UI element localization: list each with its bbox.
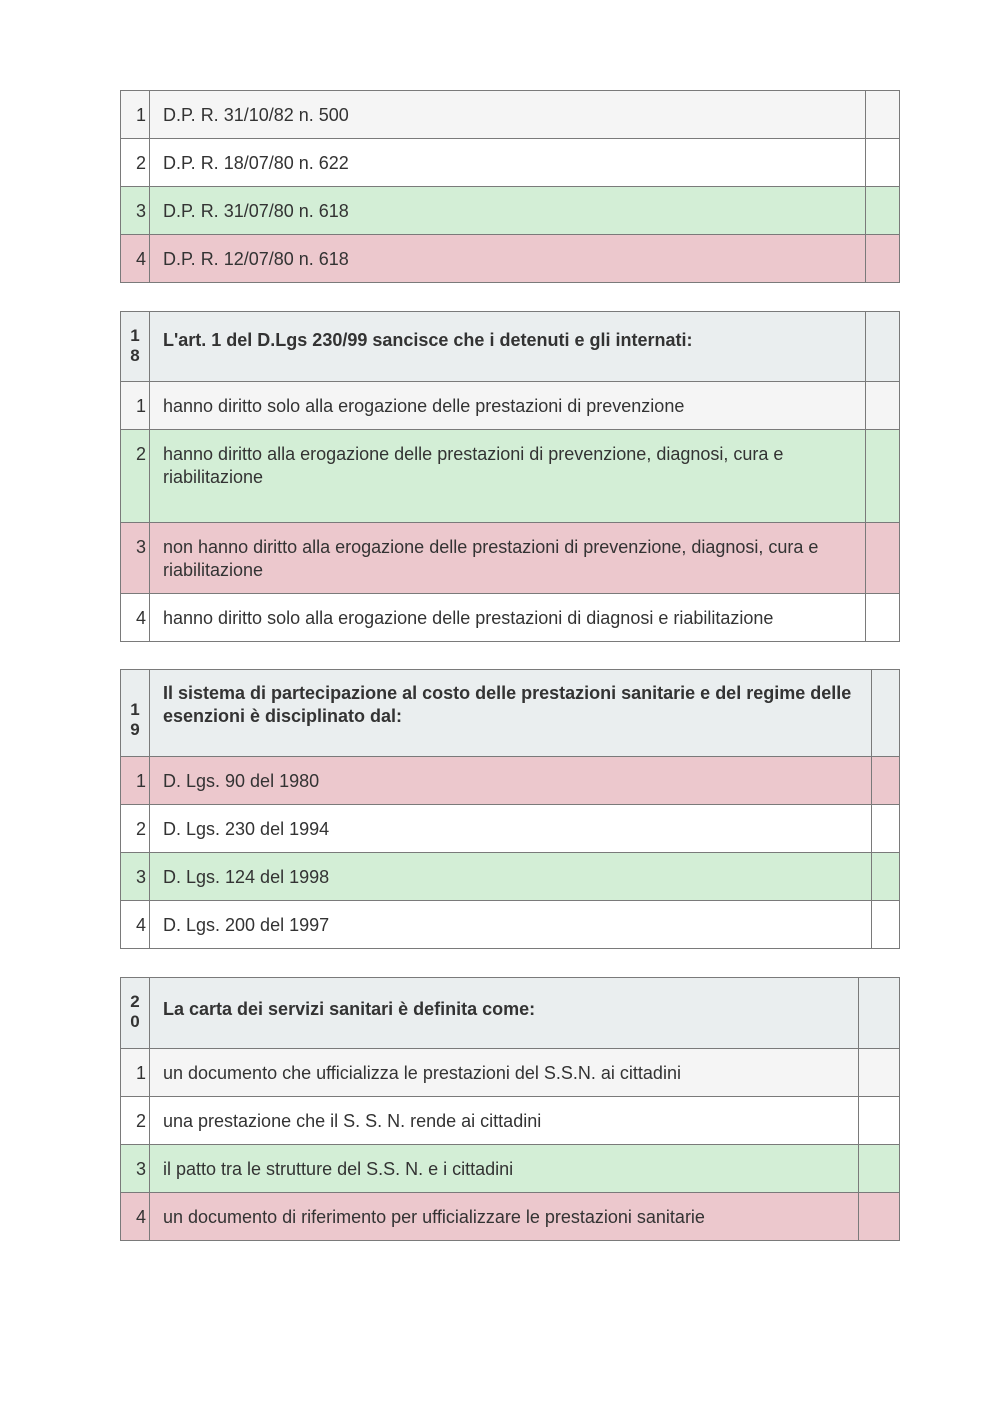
answer-mark-cell <box>859 1097 900 1145</box>
answer-number: 2 <box>121 139 150 187</box>
answer-text: hanno diritto solo alla erogazione delle prestazioni di diagnosi e riabilitazione <box>150 594 866 642</box>
answer-text: D.P. R. 18/07/80 n. 622 <box>150 139 866 187</box>
answer-mark-cell <box>866 91 900 139</box>
answer-row-correct[interactable] <box>121 430 900 523</box>
answer-number: 3 <box>121 523 150 594</box>
question-number: 1 9 <box>121 670 150 757</box>
answer-text: D.P. R. 31/07/80 n. 618 <box>150 187 866 235</box>
answer-number: 2 <box>121 1097 150 1145</box>
answer-mark-cell <box>866 187 900 235</box>
answer-text: un documento di riferimento per ufficializzare le prestazioni sanitarie <box>150 1193 859 1241</box>
answer-row-correct[interactable] <box>121 187 900 235</box>
answer-number: 4 <box>121 235 150 283</box>
question-block-19 <box>120 669 900 949</box>
question-row <box>121 978 900 1049</box>
answer-number: 4 <box>121 901 150 949</box>
answer-mark-cell <box>866 523 900 594</box>
question-number: 2 0 <box>121 978 150 1049</box>
answer-text: D. Lgs. 124 del 1998 <box>150 853 872 901</box>
answer-number: 4 <box>121 594 150 642</box>
question-block-18 <box>120 311 900 642</box>
answer-mark-cell <box>866 382 900 430</box>
answer-row-wrong[interactable] <box>121 235 900 283</box>
answer-mark-cell <box>872 757 900 805</box>
answer-number: 4 <box>121 1193 150 1241</box>
answer-text: D.P. R. 31/10/82 n. 500 <box>150 91 866 139</box>
answer-mark-cell <box>872 901 900 949</box>
answer-row-wrong[interactable] <box>121 523 900 594</box>
question-mark-cell <box>866 312 900 382</box>
answer-number: 1 <box>121 757 150 805</box>
answer-number: 1 <box>121 1049 150 1097</box>
question-row <box>121 670 900 757</box>
answer-mark-cell <box>859 1193 900 1241</box>
answer-mark-cell <box>859 1145 900 1193</box>
answer-row[interactable] <box>121 901 900 949</box>
answer-text: hanno diritto alla erogazione delle prestazioni di prevenzione, diagnosi, cura e riabilitazione <box>150 430 866 523</box>
answer-mark-cell <box>859 1049 900 1097</box>
question-text: L'art. 1 del D.Lgs 230/99 sancisce che i detenuti e gli internati: <box>150 312 866 382</box>
question-text: La carta dei servizi sanitari è definita come: <box>150 978 859 1049</box>
answer-text: il patto tra le strutture del S.S. N. e i cittadini <box>150 1145 859 1193</box>
answer-number: 2 <box>121 805 150 853</box>
answer-text: un documento che ufficializza le prestazioni del S.S.N. ai cittadini <box>150 1049 859 1097</box>
answer-mark-cell <box>866 430 900 523</box>
question-block-17-answers <box>120 90 900 283</box>
answer-number: 3 <box>121 187 150 235</box>
answer-mark-cell <box>866 235 900 283</box>
question-block-20 <box>120 977 900 1241</box>
question-row <box>121 312 900 382</box>
answer-text: D. Lgs. 200 del 1997 <box>150 901 872 949</box>
answer-text: D.P. R. 12/07/80 n. 618 <box>150 235 866 283</box>
answer-number: 1 <box>121 382 150 430</box>
answer-mark-cell <box>866 594 900 642</box>
answer-text: una prestazione che il S. S. N. rende ai cittadini <box>150 1097 859 1145</box>
answer-mark-cell <box>872 805 900 853</box>
answer-row[interactable] <box>121 91 900 139</box>
answer-row[interactable] <box>121 1049 900 1097</box>
answer-number: 3 <box>121 853 150 901</box>
answer-row[interactable] <box>121 139 900 187</box>
answer-number: 2 <box>121 430 150 523</box>
answer-number: 1 <box>121 91 150 139</box>
answer-row-correct[interactable] <box>121 1145 900 1193</box>
answer-text: D. Lgs. 90 del 1980 <box>150 757 872 805</box>
question-text: Il sistema di partecipazione al costo delle prestazioni sanitarie e del regime delle esenzioni è disciplinato dal: <box>150 670 872 757</box>
answer-number: 3 <box>121 1145 150 1193</box>
answer-row[interactable] <box>121 594 900 642</box>
answer-mark-cell <box>866 139 900 187</box>
answer-mark-cell <box>872 853 900 901</box>
answer-row-correct[interactable] <box>121 853 900 901</box>
question-number: 1 8 <box>121 312 150 382</box>
answer-text: D. Lgs. 230 del 1994 <box>150 805 872 853</box>
question-mark-cell <box>872 670 900 757</box>
answer-row[interactable] <box>121 805 900 853</box>
question-mark-cell <box>859 978 900 1049</box>
answer-text: hanno diritto solo alla erogazione delle prestazioni di prevenzione <box>150 382 866 430</box>
answer-row[interactable] <box>121 382 900 430</box>
answer-row-wrong[interactable] <box>121 1193 900 1241</box>
answer-row[interactable] <box>121 1097 900 1145</box>
answer-text: non hanno diritto alla erogazione delle prestazioni di prevenzione, diagnosi, cura e riabilitazione <box>150 523 866 594</box>
answer-row-wrong[interactable] <box>121 757 900 805</box>
